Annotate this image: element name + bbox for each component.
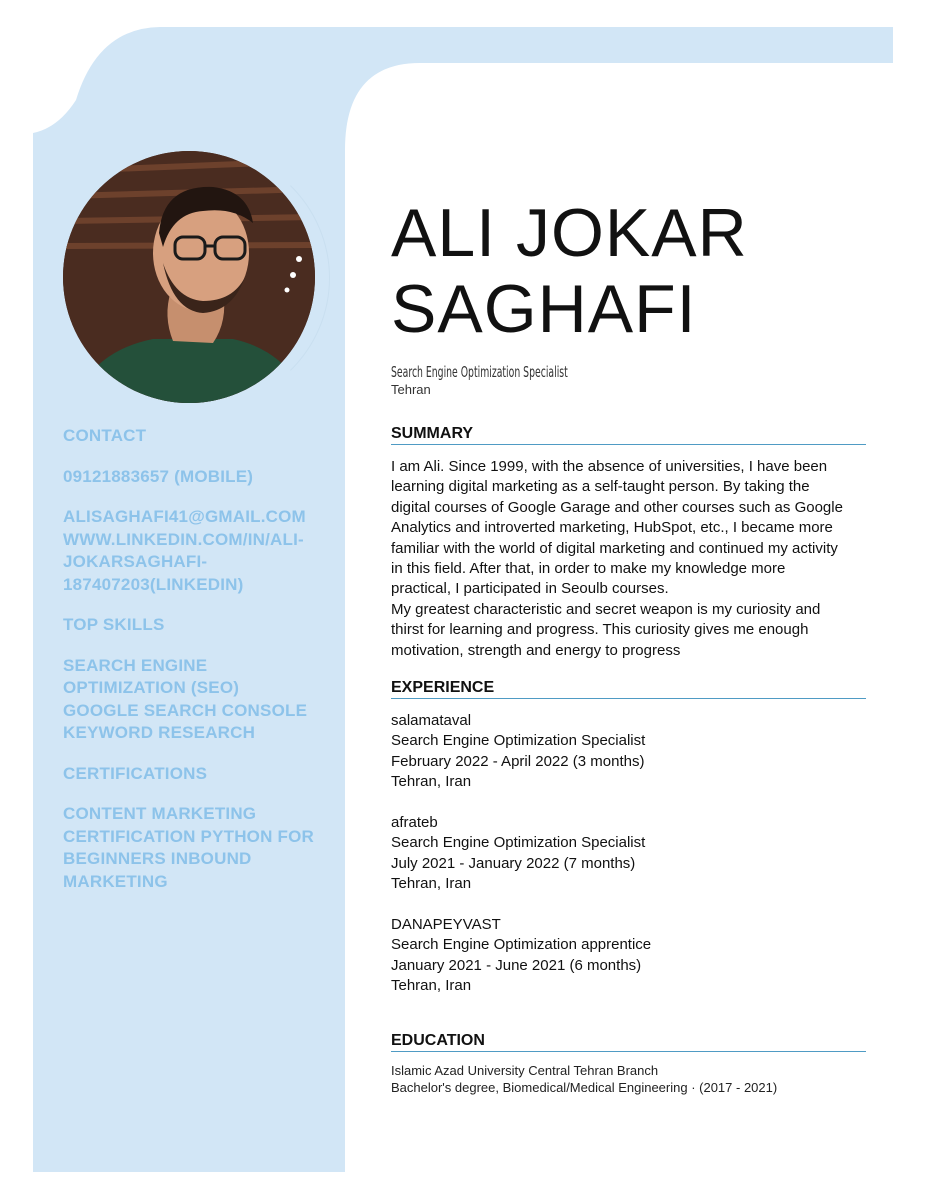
email-link[interactable]: ALISAGHAFI41@GMAIL.COM (63, 507, 306, 526)
skill-item: KEYWORD RESEARCH (63, 723, 256, 742)
job-title-item: Search Engine Optimization apprentice (391, 936, 652, 954)
profile-photo (63, 151, 315, 403)
job-company: DANAPEYVAST (391, 916, 501, 934)
job-title-item: Search Engine Optimization Specialist (391, 834, 646, 852)
linkedin-link[interactable]: WWW.LINKEDIN.COM/IN/ALI- (63, 529, 304, 549)
cert-item: BEGINNERS INBOUND (63, 849, 252, 868)
job-entry (391, 711, 866, 793)
job-entry (391, 813, 866, 895)
job-location: Tehran, Iran (391, 875, 472, 893)
cert-item: CONTENT MARKETING (63, 804, 257, 823)
skills-heading: TOP SKILLS (63, 615, 165, 634)
job-location: Tehran, Iran (391, 773, 472, 791)
header (391, 195, 866, 397)
job-title-item: Search Engine Optimization Specialist (391, 732, 646, 750)
certifications-heading: CERTIFICATIONS (63, 763, 208, 783)
education-entry (391, 1063, 866, 1096)
experience-heading: EXPERIENCE (391, 679, 866, 699)
cert-item: CERTIFICATION PYTHON FOR (63, 826, 314, 846)
skill-item: OPTIMIZATION (SEO) (63, 678, 240, 697)
cert-item: MARKETING (63, 871, 168, 891)
summary-heading: SUMMARY (391, 425, 866, 445)
job-entry (391, 915, 866, 997)
skill-item: GOOGLE SEARCH CONSOLE (63, 700, 308, 720)
job-company: afrateb (391, 814, 438, 832)
job-title: Search Engine Optimization Specialist (391, 363, 568, 381)
skill-item: SEARCH ENGINE (63, 655, 208, 675)
education-heading: EDUCATION (391, 1032, 866, 1052)
education-degree: Bachelor's degree, Biomedical/Medical Engineering · (2017 - 2021) (391, 1079, 778, 1095)
job-dates: July 2021 - January 2022 (7 months) (391, 854, 636, 872)
summary-text: I am Ali. Since 1999, with the absence of universities, I have been learning digital marketing as a self-taught person. By taking the digital courses of Google Garage and other courses such as Google Analytics and introverted marketing, HubSpot, etc., I became more familiar with the world of digital marketing and continued my activity in this field. After that, in order to make my knowledge more practical, I participated in Seoulb courses. My greatest characteristic and secret weapon is my curiosity and thirst for learning and progress. This curiosity gives me enough motivation, strength and energy to progress (391, 458, 843, 659)
job-location: Tehran, Iran (391, 977, 472, 995)
sidebar (63, 425, 323, 911)
linkedin-link-cont[interactable]: 187407203(LINKEDIN) (63, 574, 244, 594)
phone-number: 09121883657 (MOBILE) (63, 466, 254, 486)
location: Tehran (391, 382, 431, 397)
person-name: ALI JOKAR SAGHAFI (391, 195, 748, 347)
job-dates: February 2022 - April 2022 (3 months) (391, 752, 645, 770)
education-school: Islamic Azad University Central Tehran Branch (391, 1063, 659, 1078)
contact-heading: CONTACT (63, 426, 147, 445)
job-dates: January 2021 - June 2021 (6 months) (391, 956, 642, 974)
profile-photo-icon (63, 151, 315, 403)
job-company: salamataval (391, 712, 472, 729)
experience-list (391, 711, 866, 997)
linkedin-link-cont[interactable]: JOKARSAGHAFI- (63, 552, 208, 571)
